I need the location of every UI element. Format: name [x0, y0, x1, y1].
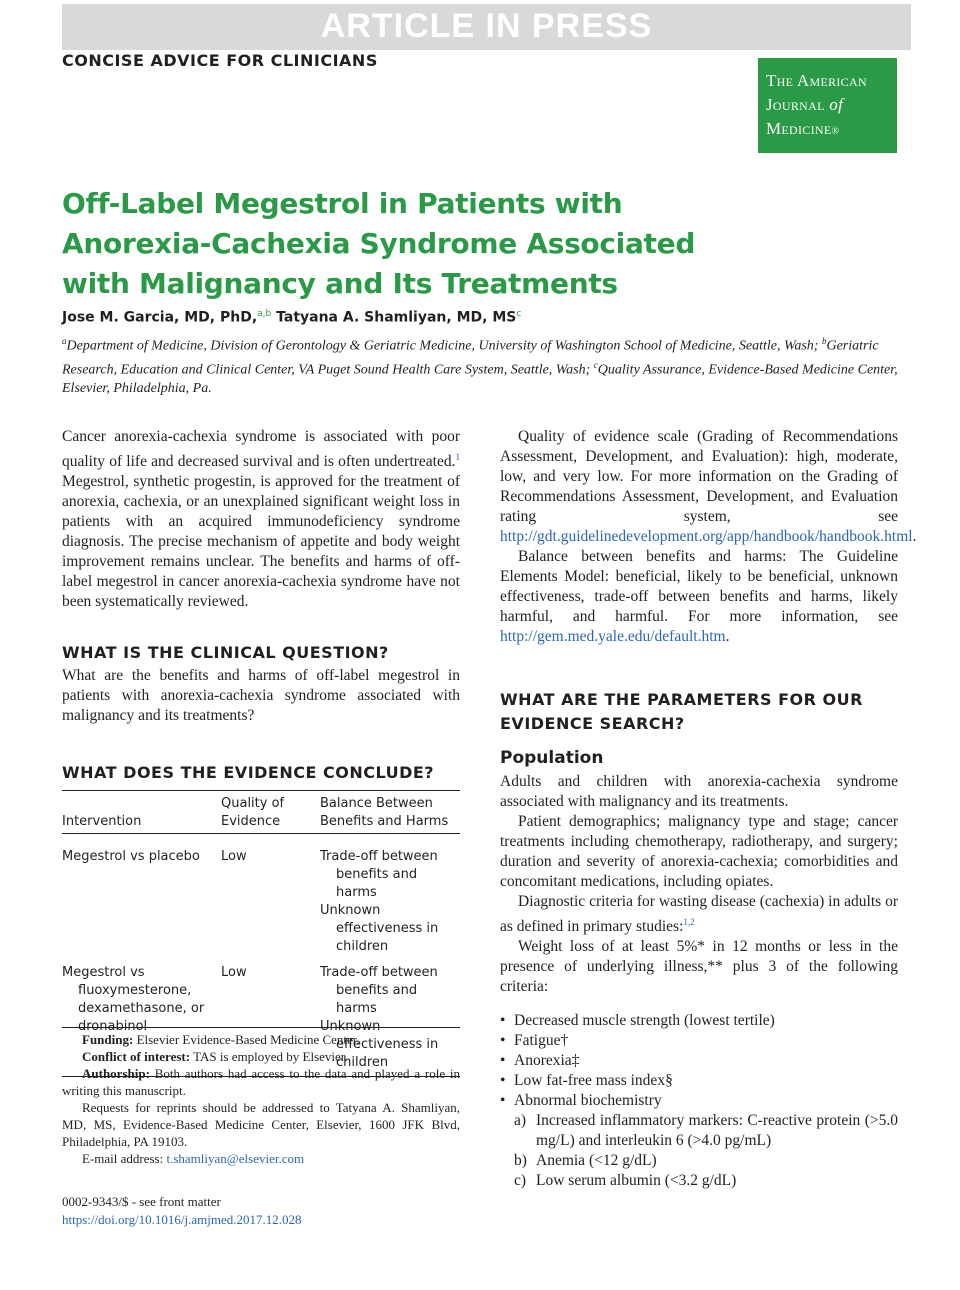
sub-item-text: Low serum albumin (<3.2 g/dL)	[536, 1172, 737, 1190]
reference-link[interactable]: 1	[455, 452, 460, 462]
conflict-text: TAS is employed by Elsevier.	[190, 1049, 348, 1064]
evidence-scales: Quality of evidence scale (Grading of Recommendations Assessment, Development, and Evaluation): high, moderate, low, and very low. For more information on the Grading of Recommendations Assessment, Development, and Evaluation rating system, see http://gdt.guidelinedevelopment.org/app/handbook/handbook.html. Balance between benefits and harms: The Guideline Elements Model: beneficial, likely to be beneficial, unknown effectiveness, trade-off between benefits and harms, likely harmful, and harmful. For more information, see http://gem.med.yale.edu/default.htm.	[500, 428, 917, 645]
journal-logo-line2	[766, 93, 897, 117]
clinical-question-heading: WHAT IS THE CLINICAL QUESTION?	[62, 643, 389, 662]
quality-cell: Low	[221, 965, 247, 980]
population-paragraph: Adults and children with anorexia-cachexia syndrome associated with malignancy and its treatments.	[500, 773, 898, 810]
article-footnotes	[62, 1031, 460, 1167]
gem-link[interactable]: http://gem.med.yale.edu/default.htm	[500, 628, 726, 645]
author-name[interactable]: Jose M. Garcia, MD, PhD,	[62, 309, 258, 326]
bottom-meta	[62, 1193, 302, 1229]
sub-item-marker: c)	[514, 1172, 527, 1190]
quality-cell: Low	[221, 849, 247, 864]
sub-item-text: Anemia (<12 g/dL)	[536, 1152, 657, 1170]
journal-logo-medicine: Medicine	[766, 119, 832, 138]
list-item: • Decreased muscle strength (lowest tertile)	[500, 1011, 898, 1031]
affiliations	[62, 332, 902, 398]
journal-logo-line3	[766, 117, 897, 144]
funding-label: Funding:	[82, 1032, 134, 1047]
population-section	[500, 772, 898, 1191]
criteria-list	[500, 1011, 898, 1111]
sub-list-item	[500, 1111, 898, 1151]
clinical-question-text	[62, 666, 460, 726]
email-link[interactable]: t.shamliyan@elsevier.com	[166, 1151, 305, 1166]
section-label: CONCISE ADVICE FOR CLINICIANS	[62, 51, 378, 70]
journal-logo-word: Journal	[766, 95, 825, 114]
table-header-row	[62, 791, 460, 834]
intervention-cell: Megestrol vs fluoxymesterone, dexamethasone, or dronabinol	[62, 965, 205, 1034]
doi-link[interactable]: https://doi.org/10.1016/j.amjmed.2017.12.028	[62, 1212, 302, 1227]
article-in-press-banner: ARTICLE IN PRESS	[62, 4, 911, 50]
column-header: Intervention	[62, 814, 142, 829]
sub-item-text: Increased inflammatory markers: C-reactive protein (>5.0 mg/L) and interleukin 6 (>4.0 pg/mL)	[536, 1112, 898, 1150]
affil-sup: c	[593, 359, 598, 370]
journal-logo-of: of	[829, 95, 844, 114]
intervention-cell: Megestrol vs placebo	[62, 849, 200, 864]
gdt-link[interactable]: http://gdt.guidelinedevelopment.org/app/handbook/handbook.html	[500, 528, 913, 545]
table-row	[62, 834, 460, 957]
author-affil-sup[interactable]: a,b	[257, 309, 272, 319]
parameters-heading	[500, 688, 863, 736]
sub-list-item	[500, 1151, 898, 1171]
issn-text: 0002-9343/$ - see front matter	[62, 1194, 221, 1209]
affiliation-b: Geriatric Research, Education and Clinical Center, VA Puget Sound Health Care System, Seattle, Wash;	[62, 338, 879, 378]
author-name[interactable]: Tatyana A. Shamliyan, MD, MS	[276, 309, 517, 326]
parameters-heading-line2: EVIDENCE SEARCH?	[500, 714, 685, 733]
balance-cell: Unknown effectiveness in children	[320, 903, 439, 954]
reference-link[interactable]: 1,2	[683, 917, 695, 927]
authorship-text: Both authors had access to the data and played a role in writing this manuscript.	[62, 1066, 460, 1098]
quality-scale-text: Quality of evidence scale (Grading of Recommendations Assessment, Development, and Evaluation): high, moderate, low, and very low. For more information on the Grading of Recommendations Assessment, Development, and Evaluation rating system, see	[500, 428, 898, 525]
sub-item-marker: a)	[514, 1112, 527, 1130]
footnote-divider	[62, 1027, 460, 1028]
journal-logo-line1: The American	[766, 71, 867, 90]
conflict-label: Conflict of interest:	[82, 1049, 191, 1064]
population-paragraph: Diagnostic criteria for wasting disease (cachexia) in adults or as defined in primary studies:	[500, 893, 898, 936]
clinical-question-body: What are the benefits and harms of off-label megestrol in patients with anorexia-cachexia syndrome associated with malignancy and its treatments?	[62, 667, 460, 724]
list-item: • Anorexia‡	[500, 1051, 898, 1071]
affil-sup: a	[62, 336, 67, 346]
authorship-label: Authorship:	[82, 1066, 150, 1081]
list-item: • Low fat-free mass index§	[500, 1071, 898, 1091]
affiliation-c: Quality Assurance, Evidence-Based Medicine Center, Elsevier, Philadelphia, Pa.	[62, 362, 898, 397]
population-paragraph: Patient demographics; malignancy type and stage; cancer treatments including chemotherapy, radiotherapy, and surgery; duration and severity of anorexia-cachexia; comorbidities and concomitant medications, including opiates.	[500, 813, 898, 890]
intro-text: Cancer anorexia-cachexia syndrome is associated with poor quality of life and decreased survival and is often undertreated.	[62, 428, 460, 471]
sub-list-item	[500, 1171, 898, 1191]
email-label: E-mail address:	[82, 1151, 167, 1166]
reprints-text: Requests for reprints should be addressed to Tatyana A. Shamliyan, MD, MS, Evidence-Based Medicine Center, Elsevier, 1600 JFK Blvd, Philadelphia, PA 19103.	[62, 1100, 460, 1149]
balance-text: Balance between benefits and harms: The Guideline Elements Model: beneficial, likely to be beneficial, unknown effectiveness, trade-off between benefits and harms, likely harmful, and harmful. For more information, see	[500, 548, 898, 625]
list-item: • Fatigue†	[500, 1031, 898, 1051]
intro-paragraph	[62, 427, 460, 612]
registered-mark: ®	[831, 126, 840, 137]
list-item: • Abnormal biochemistry	[500, 1091, 898, 1111]
population-paragraph: Weight loss of at least 5%* in 12 months or less in the presence of underlying illness,** plus 3 of the following criteria:	[500, 938, 898, 996]
parameters-heading-line1: WHAT ARE THE PARAMETERS FOR OUR	[500, 690, 863, 709]
balance-cell: Trade-off between benefits and harms	[320, 965, 438, 1016]
affil-sup: b	[821, 336, 827, 346]
sub-item-marker: b)	[514, 1152, 527, 1170]
column-header: Quality of Evidence	[221, 796, 285, 829]
evidence-heading: WHAT DOES THE EVIDENCE CONCLUDE?	[62, 763, 435, 782]
author-affil-sup[interactable]: c	[516, 309, 522, 319]
intro-text-cont: Megestrol, synthetic progestin, is approved for the treatment of anorexia, cachexia, or an unexplained significant weight loss in patients with an acquired immunodeficiency syndrome diagnosis. The precise mechanism of appetite and body weight improvement remains unclear. The benefits and harms of off-label megestrol in cancer anorexia-cachexia syndrome have not been systematically reviewed.	[62, 473, 460, 611]
column-header: Balance Between Benefits and Harms	[320, 796, 449, 829]
population-heading: Population	[500, 748, 604, 768]
balance-cell: Unknown effectiveness in children	[320, 1019, 439, 1070]
article-title: Off-Label Megestrol in Patients with Anorexia-Cachexia Syndrome Associated with Malignancy and Its Treatments	[62, 187, 696, 300]
balance-cell: Trade-off between benefits and harms	[320, 849, 438, 900]
affiliation-a: Department of Medicine, Division of Gerontology & Geriatric Medicine, University of Washington School of Medicine, Seattle, Wash;	[66, 338, 819, 354]
author-list	[62, 309, 521, 326]
funding-text: Elsevier Evidence-Based Medicine Center.	[133, 1032, 360, 1047]
journal-logo[interactable]	[758, 58, 897, 153]
